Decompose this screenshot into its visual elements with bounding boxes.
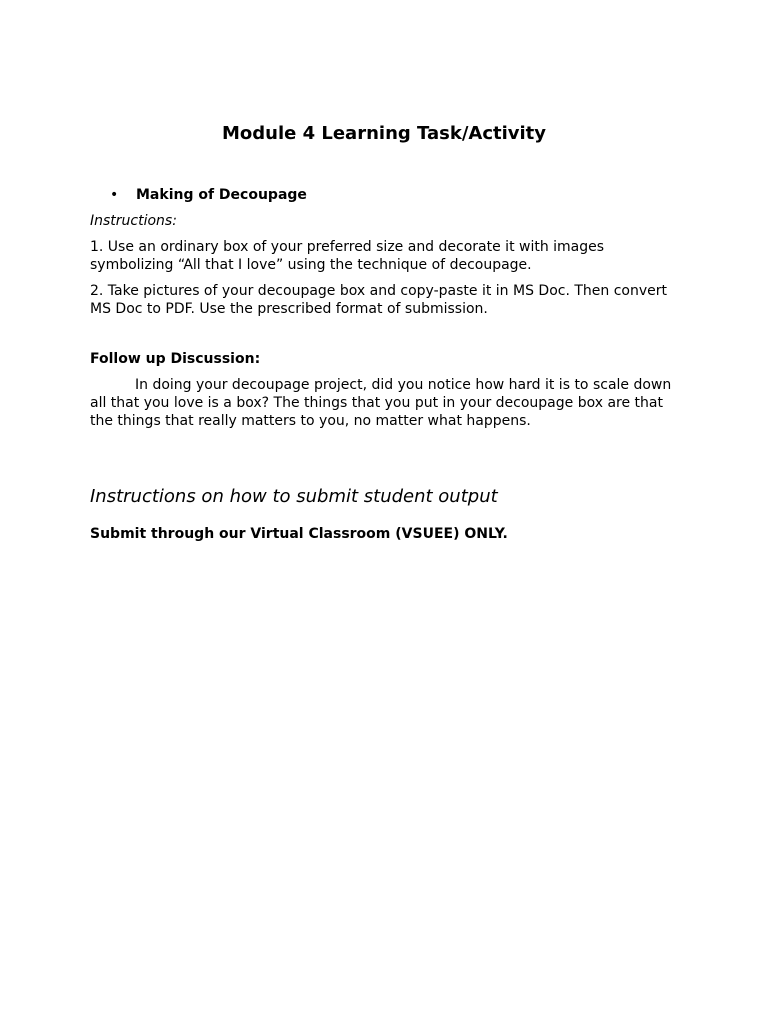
bullet-icon: • — [110, 187, 119, 203]
instructions-label: Instructions: — [90, 213, 177, 229]
followup-heading: Follow up Discussion: — [90, 351, 261, 367]
instruction-step-2: 2. Take pictures of your decoupage box and copy-paste it in MS Doc. Then convert MS Doc to PDF. Use the prescribed format of submission. — [90, 283, 668, 317]
submit-note: Submit through our Virtual Classroom (VSUEE) ONLY. — [90, 526, 508, 542]
bullet-item — [110, 186, 307, 204]
bullet-item-label: Making of Decoupage — [136, 187, 307, 203]
instruction-step-1: 1. Use an ordinary box of your preferred size and decorate it with images symbolizing “All that I love” using the technique of decoupage. — [90, 239, 605, 273]
submit-instructions-heading: Instructions on how to submit student output — [90, 486, 498, 507]
followup-paragraph: In doing your decoupage project, did you notice how hard it is to scale down all that you love is a box? The things that you put in your decoupage box are that the things that really matters to you, no matter what happens. — [90, 377, 672, 429]
page-title: Module 4 Learning Task/Activity — [221, 123, 547, 144]
